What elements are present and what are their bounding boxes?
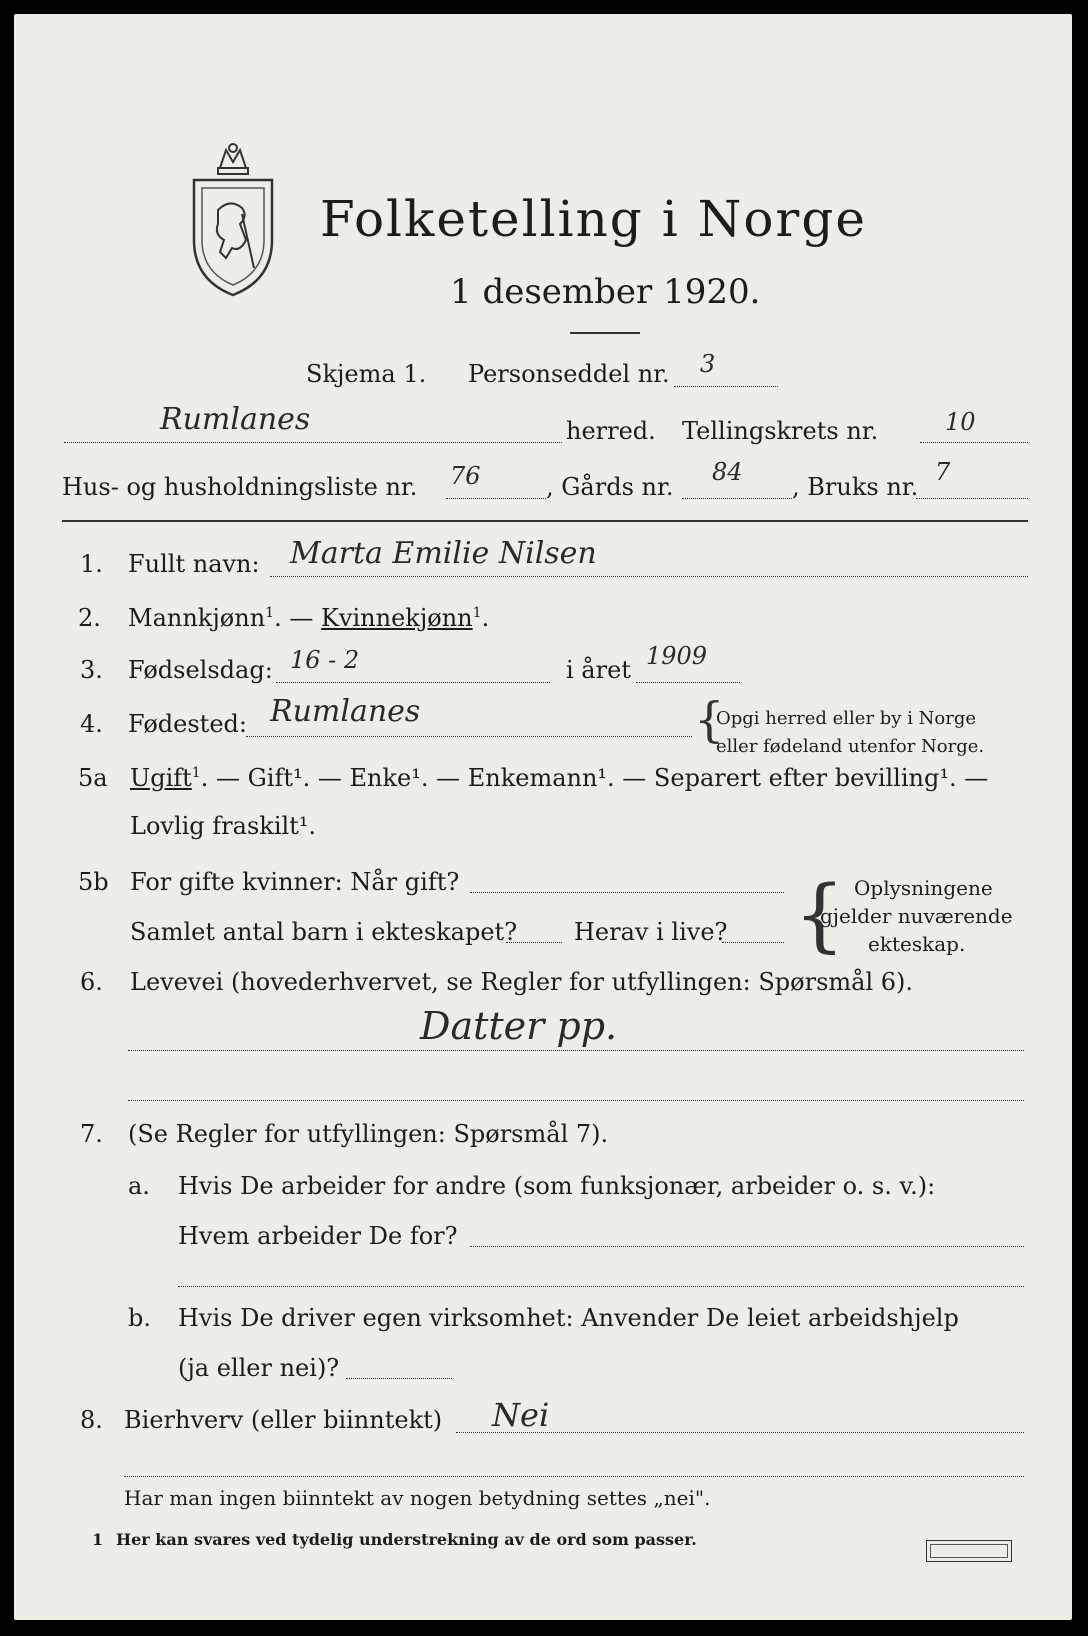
bruks-label: , Bruks nr. bbox=[792, 473, 919, 501]
q2-sup-1: 1 bbox=[265, 605, 275, 621]
printer-stamp bbox=[926, 1540, 1012, 1562]
q6-line-2 bbox=[128, 1100, 1024, 1101]
skjema-label: Skjema 1. bbox=[306, 360, 427, 388]
q2-kvinne[interactable]: Kvinnekjønn bbox=[321, 604, 473, 632]
personseddel-line bbox=[674, 386, 778, 387]
herred-label: herred. bbox=[566, 417, 656, 445]
q1-line bbox=[270, 576, 1028, 577]
q7a-line-1: Hvis De arbeider for andre (som funksjonær, arbeider o. s. v.): bbox=[178, 1172, 936, 1200]
gards-line bbox=[682, 498, 792, 499]
q3-year-label: i året bbox=[566, 656, 631, 684]
q7b-number: b. bbox=[128, 1304, 151, 1332]
hus-label: Hus- og husholdningsliste nr. bbox=[62, 473, 418, 501]
q3-line bbox=[276, 682, 550, 683]
q5b-note-3: ekteskap. bbox=[868, 932, 966, 956]
header-rule bbox=[62, 520, 1028, 522]
hus-line bbox=[446, 498, 546, 499]
tellingskrets-label: Tellingskrets nr. bbox=[682, 417, 879, 445]
q4-brace: { bbox=[694, 692, 725, 748]
q2-number: 2. bbox=[78, 604, 101, 632]
q5b-note-1: Oplysningene bbox=[854, 876, 993, 900]
hus-value[interactable]: 76 bbox=[450, 462, 481, 490]
q5a-ugift[interactable]: Ugift bbox=[130, 764, 192, 792]
q1-number: 1. bbox=[80, 550, 103, 578]
q5a-line-2[interactable]: Lovlig fraskilt¹. bbox=[130, 812, 317, 840]
q4-line bbox=[246, 736, 692, 737]
biinntekt-note: Har man ingen biinntekt av nogen betydning settes „nei". bbox=[124, 1486, 711, 1510]
q2-dot-2: . bbox=[481, 604, 490, 632]
q8-line-2 bbox=[124, 1476, 1024, 1477]
bruks-value[interactable]: 7 bbox=[935, 458, 951, 486]
q8-value[interactable]: Nei bbox=[492, 1396, 550, 1434]
q7-number: 7. bbox=[80, 1120, 103, 1148]
herred-value[interactable]: Rumlanes bbox=[160, 402, 311, 437]
bruks-line bbox=[916, 498, 1028, 499]
q2-mann[interactable]: Mannkjønn bbox=[128, 604, 266, 632]
q1-value[interactable]: Marta Emilie Nilsen bbox=[290, 536, 597, 571]
q2-options[interactable] bbox=[128, 604, 489, 632]
q6-line-1 bbox=[128, 1050, 1024, 1051]
q8-number: 8. bbox=[80, 1406, 103, 1434]
census-date: 1 desember 1920. bbox=[450, 272, 761, 312]
q3-year-line bbox=[636, 682, 740, 683]
q6-label: Levevei (hovederhvervet, se Regler for utfyllingen: Spørsmål 6). bbox=[130, 968, 914, 996]
q5b-number: 5b bbox=[78, 868, 109, 896]
norway-coat-of-arms-icon bbox=[190, 140, 276, 300]
herred-line bbox=[64, 442, 562, 443]
gards-value[interactable]: 84 bbox=[712, 458, 743, 486]
q7b-answer-line[interactable] bbox=[346, 1378, 452, 1379]
q7a-answer-line[interactable] bbox=[470, 1246, 1024, 1247]
q7a-number: a. bbox=[128, 1172, 150, 1200]
personseddel-value[interactable]: 3 bbox=[700, 350, 716, 378]
q5b-brace: { bbox=[794, 868, 845, 961]
q5a-options[interactable] bbox=[130, 764, 988, 792]
q4-number: 4. bbox=[80, 710, 103, 738]
q7a-answer-line-2[interactable] bbox=[178, 1286, 1024, 1287]
q8-label: Bierhverv (eller biinntekt) bbox=[124, 1406, 443, 1434]
q4-label: Fødested: bbox=[128, 710, 247, 738]
q4-note-1: Opgi herred eller by i Norge bbox=[716, 708, 977, 729]
title-divider bbox=[570, 332, 640, 334]
q3-value[interactable]: 16 - 2 bbox=[290, 646, 360, 674]
q5b-line-1: For gifte kvinner: Når gift? bbox=[130, 868, 460, 896]
footnote-mark: 1 bbox=[92, 1530, 104, 1549]
q5b-note-2: gjelder nuværende bbox=[820, 904, 1013, 928]
q2-dot-1: . bbox=[274, 604, 282, 632]
q3-label: Fødselsdag: bbox=[128, 656, 273, 684]
q7a-line-2: Hvem arbeider De for? bbox=[178, 1222, 458, 1250]
q3-year-value[interactable]: 1909 bbox=[646, 642, 708, 670]
footnote-text: Her kan svares ved tydelig understrekning av de ord som passer. bbox=[116, 1530, 697, 1549]
q5b-alive-line bbox=[722, 942, 784, 943]
q3-number: 3. bbox=[80, 656, 103, 684]
q2-sup-2: 1 bbox=[472, 605, 482, 621]
tellingskrets-value[interactable]: 10 bbox=[945, 408, 976, 436]
tellingskrets-line bbox=[920, 442, 1028, 443]
q7b-line-1: Hvis De driver egen virksomhet: Anvender De leiet arbeidshjelp bbox=[178, 1304, 959, 1332]
q7-label: (Se Regler for utfyllingen: Spørsmål 7). bbox=[128, 1120, 609, 1148]
q5b-line-2a: Samlet antal barn i ekteskapet? bbox=[130, 918, 518, 946]
q4-value[interactable]: Rumlanes bbox=[270, 694, 421, 729]
q5a-sup: 1 bbox=[191, 765, 201, 781]
q5b-line-2b: Herav i live? bbox=[574, 918, 728, 946]
personseddel-label: Personseddel nr. bbox=[468, 360, 670, 388]
q1-label: Fullt navn: bbox=[128, 550, 260, 578]
q5a-rest: . — Gift¹. — Enke¹. — Enkemann¹. — Separert efter bevilling¹. — bbox=[200, 764, 989, 792]
q5b-children-line bbox=[506, 942, 562, 943]
q4-note-2: eller fødeland utenfor Norge. bbox=[716, 736, 985, 757]
q2-dash: — bbox=[289, 604, 314, 632]
q6-value[interactable]: Datter pp. bbox=[420, 1004, 618, 1048]
q5a-number: 5a bbox=[78, 764, 108, 792]
q7b-line-2: (ja eller nei)? bbox=[178, 1354, 340, 1382]
gards-label: , Gårds nr. bbox=[546, 473, 674, 501]
q5b-when-line bbox=[470, 892, 784, 893]
q6-number: 6. bbox=[80, 968, 103, 996]
form-title: Folketelling i Norge bbox=[320, 190, 867, 248]
